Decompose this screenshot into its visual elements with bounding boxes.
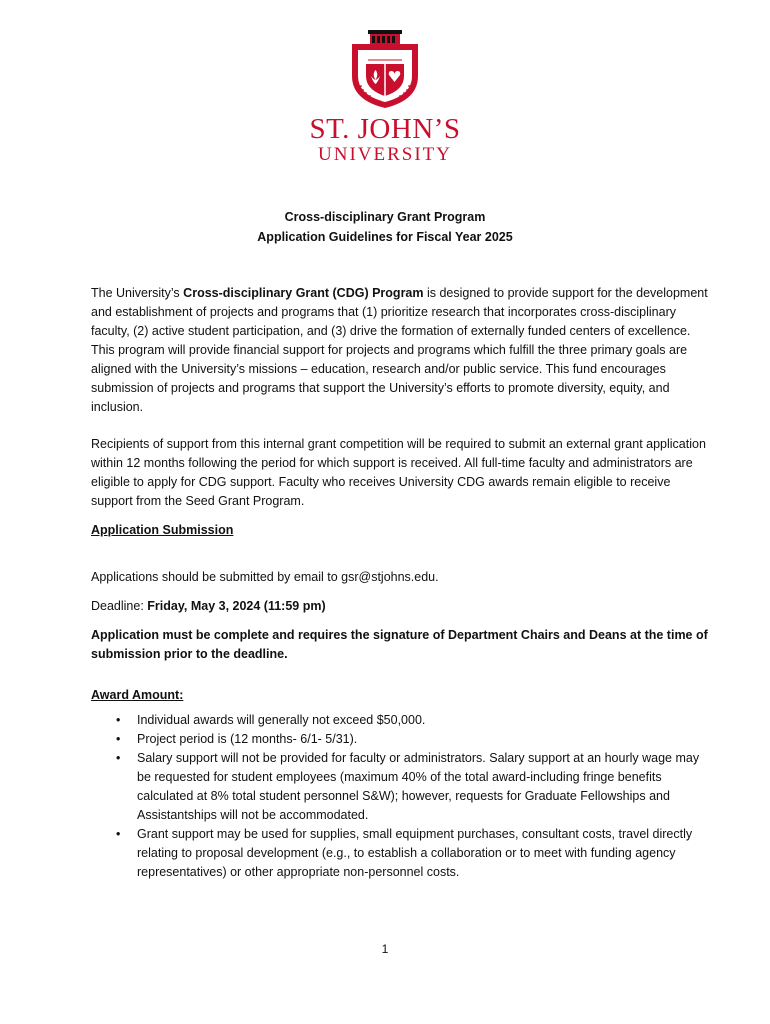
list-item — [91, 711, 711, 730]
deadline-label: Deadline: — [91, 599, 148, 613]
award-item-text: Individual awards will generally not exceed $50,000. — [137, 713, 426, 727]
program-name: Cross-disciplinary Grant (CDG) Program — [183, 286, 424, 300]
list-item — [91, 730, 711, 749]
bullet-icon: • — [116, 827, 121, 841]
award-list — [91, 711, 711, 882]
intro-after: is designed to provide support for the development and establishment of projects and programs that (1) prioritize research that incorporates cross-disciplinary faculty, (2) active student participation, and (3) drive the formation of externally funded centers of excellence. This program will provide financial support for projects and programs which fulfill the three primary goals are aligned with the University’s missions – education, research and/or public service. This fund encourages submission of projects and programs that support the University’s efforts to promote diversity, equity, and inclusion. — [91, 286, 708, 414]
logo-university: UNIVERSITY — [318, 144, 452, 165]
title-line-2: Application Guidelines for Fiscal Year 2025 — [257, 230, 513, 244]
bullet-icon: • — [116, 713, 121, 727]
document-title — [0, 207, 770, 247]
award-item-text: Grant support may be used for supplies, small equipment purchases, consultant costs, travel directly relating to proposal development (e.g., to establish a collaboration or to meet with funding agency representatives) or other appropriate non-personnel costs. — [137, 827, 693, 879]
document-body — [91, 284, 711, 882]
intro-paragraph — [91, 284, 711, 417]
title-line-1: Cross-disciplinary Grant Program — [284, 210, 486, 224]
award-item-text: Salary support will not be provided for faculty or administrators. Salary support at an hourly wage may be requested for student employees (maximum 40% of the total award-including fringe benefits calculated at 8% total student personnel S&W); however, requests for Graduate Fellowships and Assistantships will not be accommodated. — [137, 751, 700, 822]
complete-note: Application must be complete and requires the signature of Department Chairs and Deans at the time of submission prior to the deadline. — [91, 628, 708, 661]
deadline-line — [91, 597, 711, 616]
logo-wordmark: ST. JOHN’S — [309, 113, 461, 145]
bullet-icon: • — [116, 751, 121, 765]
intro-before: The University’s — [91, 286, 184, 300]
submission-heading: Application Submission — [91, 523, 234, 537]
page-number: 1 — [381, 942, 389, 956]
award-heading: Award Amount: — [91, 688, 184, 702]
list-item — [91, 825, 711, 882]
deadline-value: Friday, May 3, 2024 (11:59 pm) — [147, 599, 326, 613]
award-item-text: Project period is (12 months- 6/1- 5/31). — [137, 732, 358, 746]
university-logo — [300, 26, 470, 166]
university-crest-icon — [342, 26, 428, 110]
submission-email-text: Applications should be submitted by email to gsr@stjohns.edu. — [91, 570, 439, 584]
bullet-icon: • — [116, 732, 121, 746]
list-item — [91, 749, 711, 825]
recipients-paragraph: Recipients of support from this internal grant competition will be required to submit an external grant application within 12 months following the period for which support is received. All full-time faculty and administrators are eligible to apply for CDG support. Faculty who receives University CDG awards remain eligible to receive support from the Seed Grant Program. — [91, 437, 706, 508]
